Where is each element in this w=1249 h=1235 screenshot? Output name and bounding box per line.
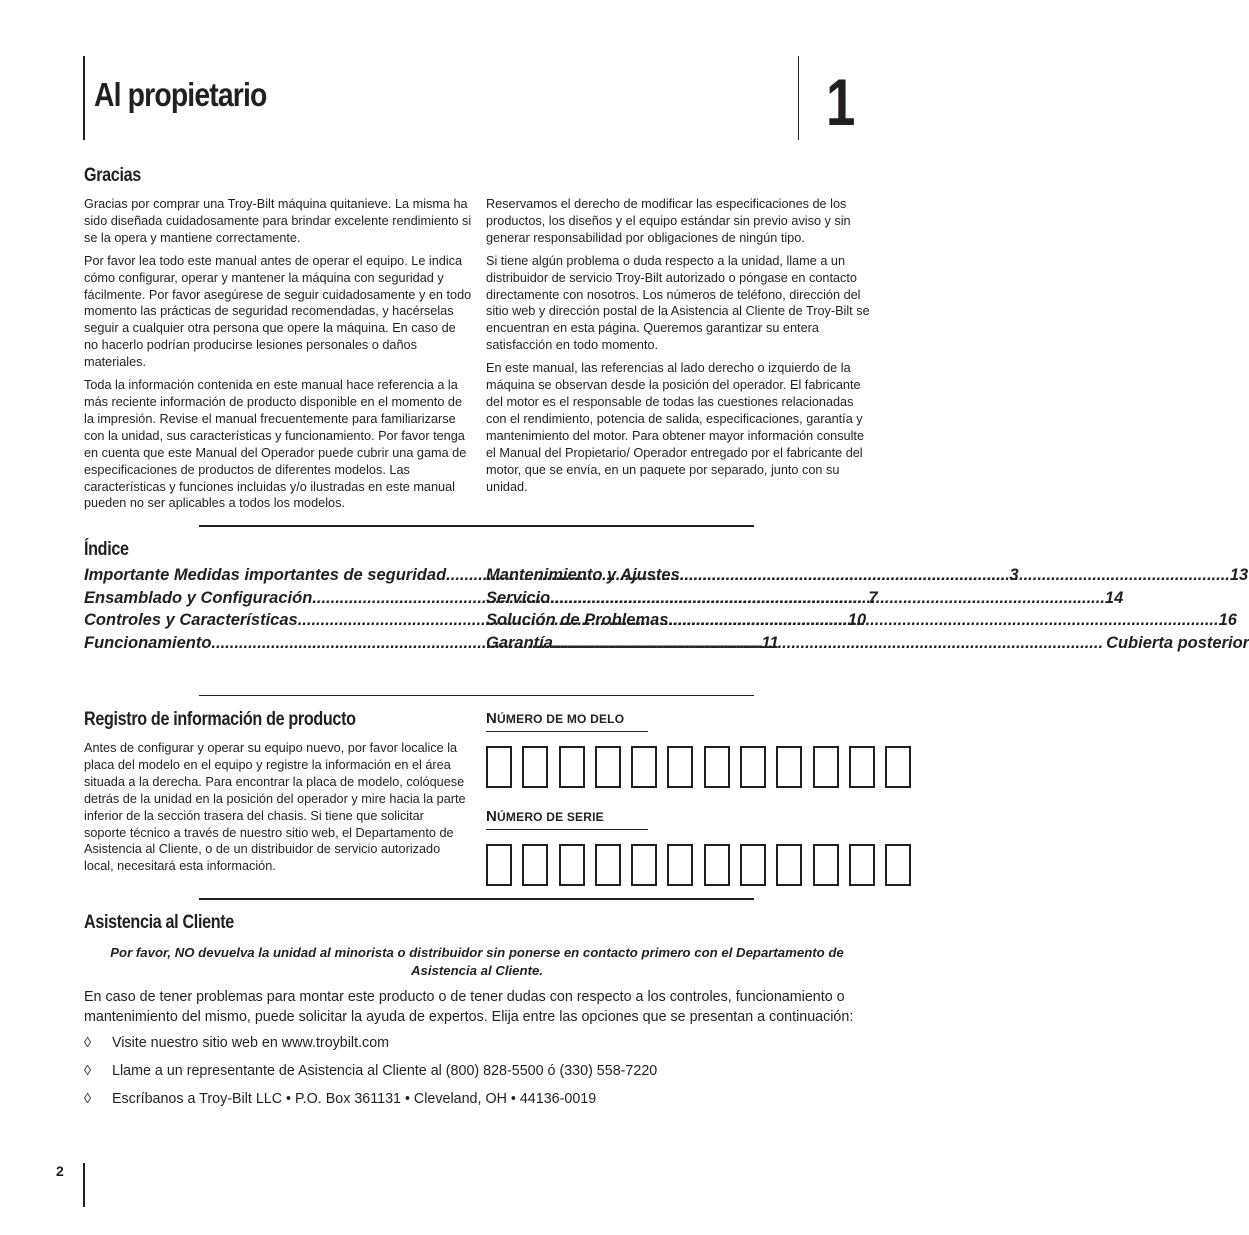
digit-box[interactable]	[813, 844, 839, 886]
toc-label: Ensamblado y Configuración	[84, 588, 313, 607]
section-divider	[199, 695, 754, 696]
toc-entry[interactable]: Importante Medidas importantes de seguridad .. ..... 3	[84, 564, 467, 587]
gracias-left-column	[84, 196, 472, 518]
label-initial: N	[486, 808, 498, 825]
toc-page: 10	[847, 611, 867, 630]
paragraph: Gracias por comprar una Troy-Bilt máquina quitanieve. La misma ha sido diseñada cuidadosamente para brindar excelente rendimiento si se la opera y mantiene correctamente.	[84, 197, 472, 245]
toc-page: 11	[761, 634, 779, 653]
chapter-number: 1	[826, 65, 856, 139]
toc-page: 14	[1104, 588, 1124, 607]
serial-number-boxes[interactable]	[486, 844, 911, 886]
paragraph: Si tiene algún problema o duda respecto a la unidad, llame a un distribuidor de servicio Troy-Bilt autorizado o póngase en contacto directamente con nosotros. Los números de teléfono, dirección del sitio web y dirección postal de la Asistencia al Cliente de Troy-Bilt se encuentran en esta página. Queremos garantizar su entera satisfacción en todo momento.	[486, 253, 870, 353]
digit-box[interactable]	[740, 746, 766, 788]
gracias-right-column	[486, 196, 874, 501]
registro-text: Antes de configurar y operar su equipo nuevo, por favor localice la placa del modelo en el equipo y registre la información en el área situada a la derecha. Para encontrar la placa de modelo, colóquese detrás de la unidad en la posición del operador y mire hacia la parte inferior de la sección trasera del chasis. Si tiene que solicitar soporte técnico a través de nuestro sitio web, el Departamento de Asistencia al Cliente, o de un distribuidor de servicio autorizado local, necesitará esta información.	[84, 741, 466, 874]
toc-entry[interactable]	[486, 609, 1237, 632]
asistencia-heading: Asistencia al Cliente	[84, 912, 234, 933]
list-item	[84, 1035, 389, 1051]
model-number-boxes[interactable]	[486, 746, 911, 788]
header-right-rule	[798, 56, 799, 140]
paragraph: Reservamos el derecho de modificar las especificaciones de los productos, los diseños y el equipo estándar sin previo aviso y sin generar responsabilidad por obligaciones de ningún tipo.	[486, 197, 851, 245]
toc-label: Mantenimiento y Ajustes	[486, 566, 680, 584]
toc-label: Servicio.	[486, 588, 555, 607]
list-item-text: Escríbanos a Troy-Bilt LLC • P.O. Box 361131 • Cleveland, OH • 44136-0019	[112, 1091, 597, 1107]
list-item-text: Llame a un representante de Asistencia al Cliente al (800) 828-5500 ó (330) 558-7220	[112, 1063, 658, 1079]
diamond-bullet-icon: ◊	[84, 1035, 92, 1051]
list-item	[84, 1063, 657, 1079]
digit-box[interactable]	[559, 746, 585, 788]
digit-box[interactable]	[559, 844, 585, 886]
digit-box[interactable]	[631, 844, 657, 886]
toc-label: Funcionamiento	[84, 634, 212, 653]
footer-rule	[83, 1163, 85, 1207]
digit-box[interactable]	[849, 844, 875, 886]
section-divider	[199, 898, 754, 900]
paragraph: En este manual, las referencias al lado derecho o izquierdo de la máquina se observan desde la posición del operador. El fabricante del motor es el responsable de todas las cuestiones relacionadas con el rendimiento, potencia de salida, especificaciones, garantía y mantenimiento del motor. Para obtener mayor información consulte el Manual del Propietario/ Operador entregado por el fabricante del motor, que se envía, en un paquete por separado, junto con su unidad.	[486, 361, 864, 494]
digit-box[interactable]	[776, 746, 802, 788]
list-item	[84, 1091, 596, 1107]
gracias-heading: Gracias	[84, 165, 141, 186]
digit-box[interactable]	[595, 746, 621, 788]
digit-box[interactable]	[849, 746, 875, 788]
digit-box[interactable]	[522, 746, 548, 788]
indice-heading: Índice	[84, 539, 129, 560]
toc-entry[interactable]	[486, 632, 1249, 655]
diamond-bullet-icon: ◊	[84, 1091, 92, 1107]
digit-box[interactable]	[667, 844, 693, 886]
serial-number-underline	[486, 829, 648, 830]
label-rest: ÚMERO DE MO DELO	[497, 712, 625, 726]
toc-page: 16	[1218, 611, 1237, 630]
diamond-bullet-icon: ◊	[84, 1063, 92, 1079]
registro-heading: Registro de información de producto	[84, 709, 356, 730]
toc-label: Garantía	[486, 634, 553, 653]
digit-box[interactable]	[740, 844, 766, 886]
model-number-label	[486, 710, 624, 727]
digit-box[interactable]	[704, 844, 730, 886]
digit-box[interactable]	[486, 746, 512, 788]
digit-box[interactable]	[776, 844, 802, 886]
toc-entry[interactable]	[486, 587, 1124, 610]
toc-label: Importante Medidas importantes de seguridad	[84, 566, 447, 584]
toc-page: Cubierta posterior	[1106, 634, 1249, 653]
digit-box[interactable]	[595, 844, 621, 886]
toc-page: 13	[1229, 566, 1249, 584]
digit-box[interactable]	[522, 844, 548, 886]
toc-page: 7	[868, 588, 878, 607]
warning-text: Por favor, NO devuelva la unidad al minorista o distribuidor sin ponerse en contacto primero con el Departamento de Asistencia al Cliente.	[110, 945, 844, 978]
toc-label: Solución de Problemas	[486, 611, 669, 630]
toc-page: 3	[1009, 566, 1019, 584]
section-divider	[199, 525, 754, 527]
digit-box[interactable]	[704, 746, 730, 788]
asistencia-text: En caso de tener problemas para montar este producto o de tener dudas con respecto a los controles, funcionamiento o mantenimiento del mismo, puede solicitar la ayuda de expertos. Elija entre las opciones que se presentan a continuación:	[84, 989, 854, 1025]
digit-box[interactable]	[667, 746, 693, 788]
paragraph: Toda la información contenida en este manual hace referencia a la más reciente información de producto disponible en el momento de la impresión. Revise el manual frecuentemente para familiarizarse con la unidad, sus características y funcionamiento. Por favor tenga en cuenta que este Manual del Operador puede cubrir una gama de especificaciones de productos de diferentes modelos. Las características y funciones incluidas y/o ilustradas en este manual pueden no ser aplicables a todos los modelos.	[84, 378, 467, 511]
page-title: Al propietario	[94, 76, 267, 113]
header-left-rule	[83, 56, 85, 140]
digit-box[interactable]	[631, 746, 657, 788]
page-number: 2	[56, 1163, 64, 1179]
serial-number-label	[486, 808, 604, 825]
list-item-text: Visite nuestro sitio web en www.troybilt.com	[112, 1035, 390, 1051]
digit-box[interactable]	[885, 746, 911, 788]
digit-box[interactable]	[813, 746, 839, 788]
paragraph: Por favor lea todo este manual antes de operar el equipo. Le indica cómo configurar, operar y mantener la máquina con seguridad y fácilmente. Por favor asegúrese de seguir cuidadosamente y en todo momento las prácticas de seguridad recomendadas, y hacérselas seguir a cualquier otra persona que opere la máquina. En caso de no hacerlo podrían producirse lesiones personales o daños materiales.	[84, 253, 472, 370]
label-rest: ÚMERO DE SERIE	[497, 810, 604, 824]
model-number-underline	[486, 731, 648, 732]
label-initial: N	[486, 710, 498, 727]
digit-box[interactable]	[885, 844, 911, 886]
digit-box[interactable]	[486, 844, 512, 886]
toc-label: Controles y Características	[84, 611, 298, 630]
